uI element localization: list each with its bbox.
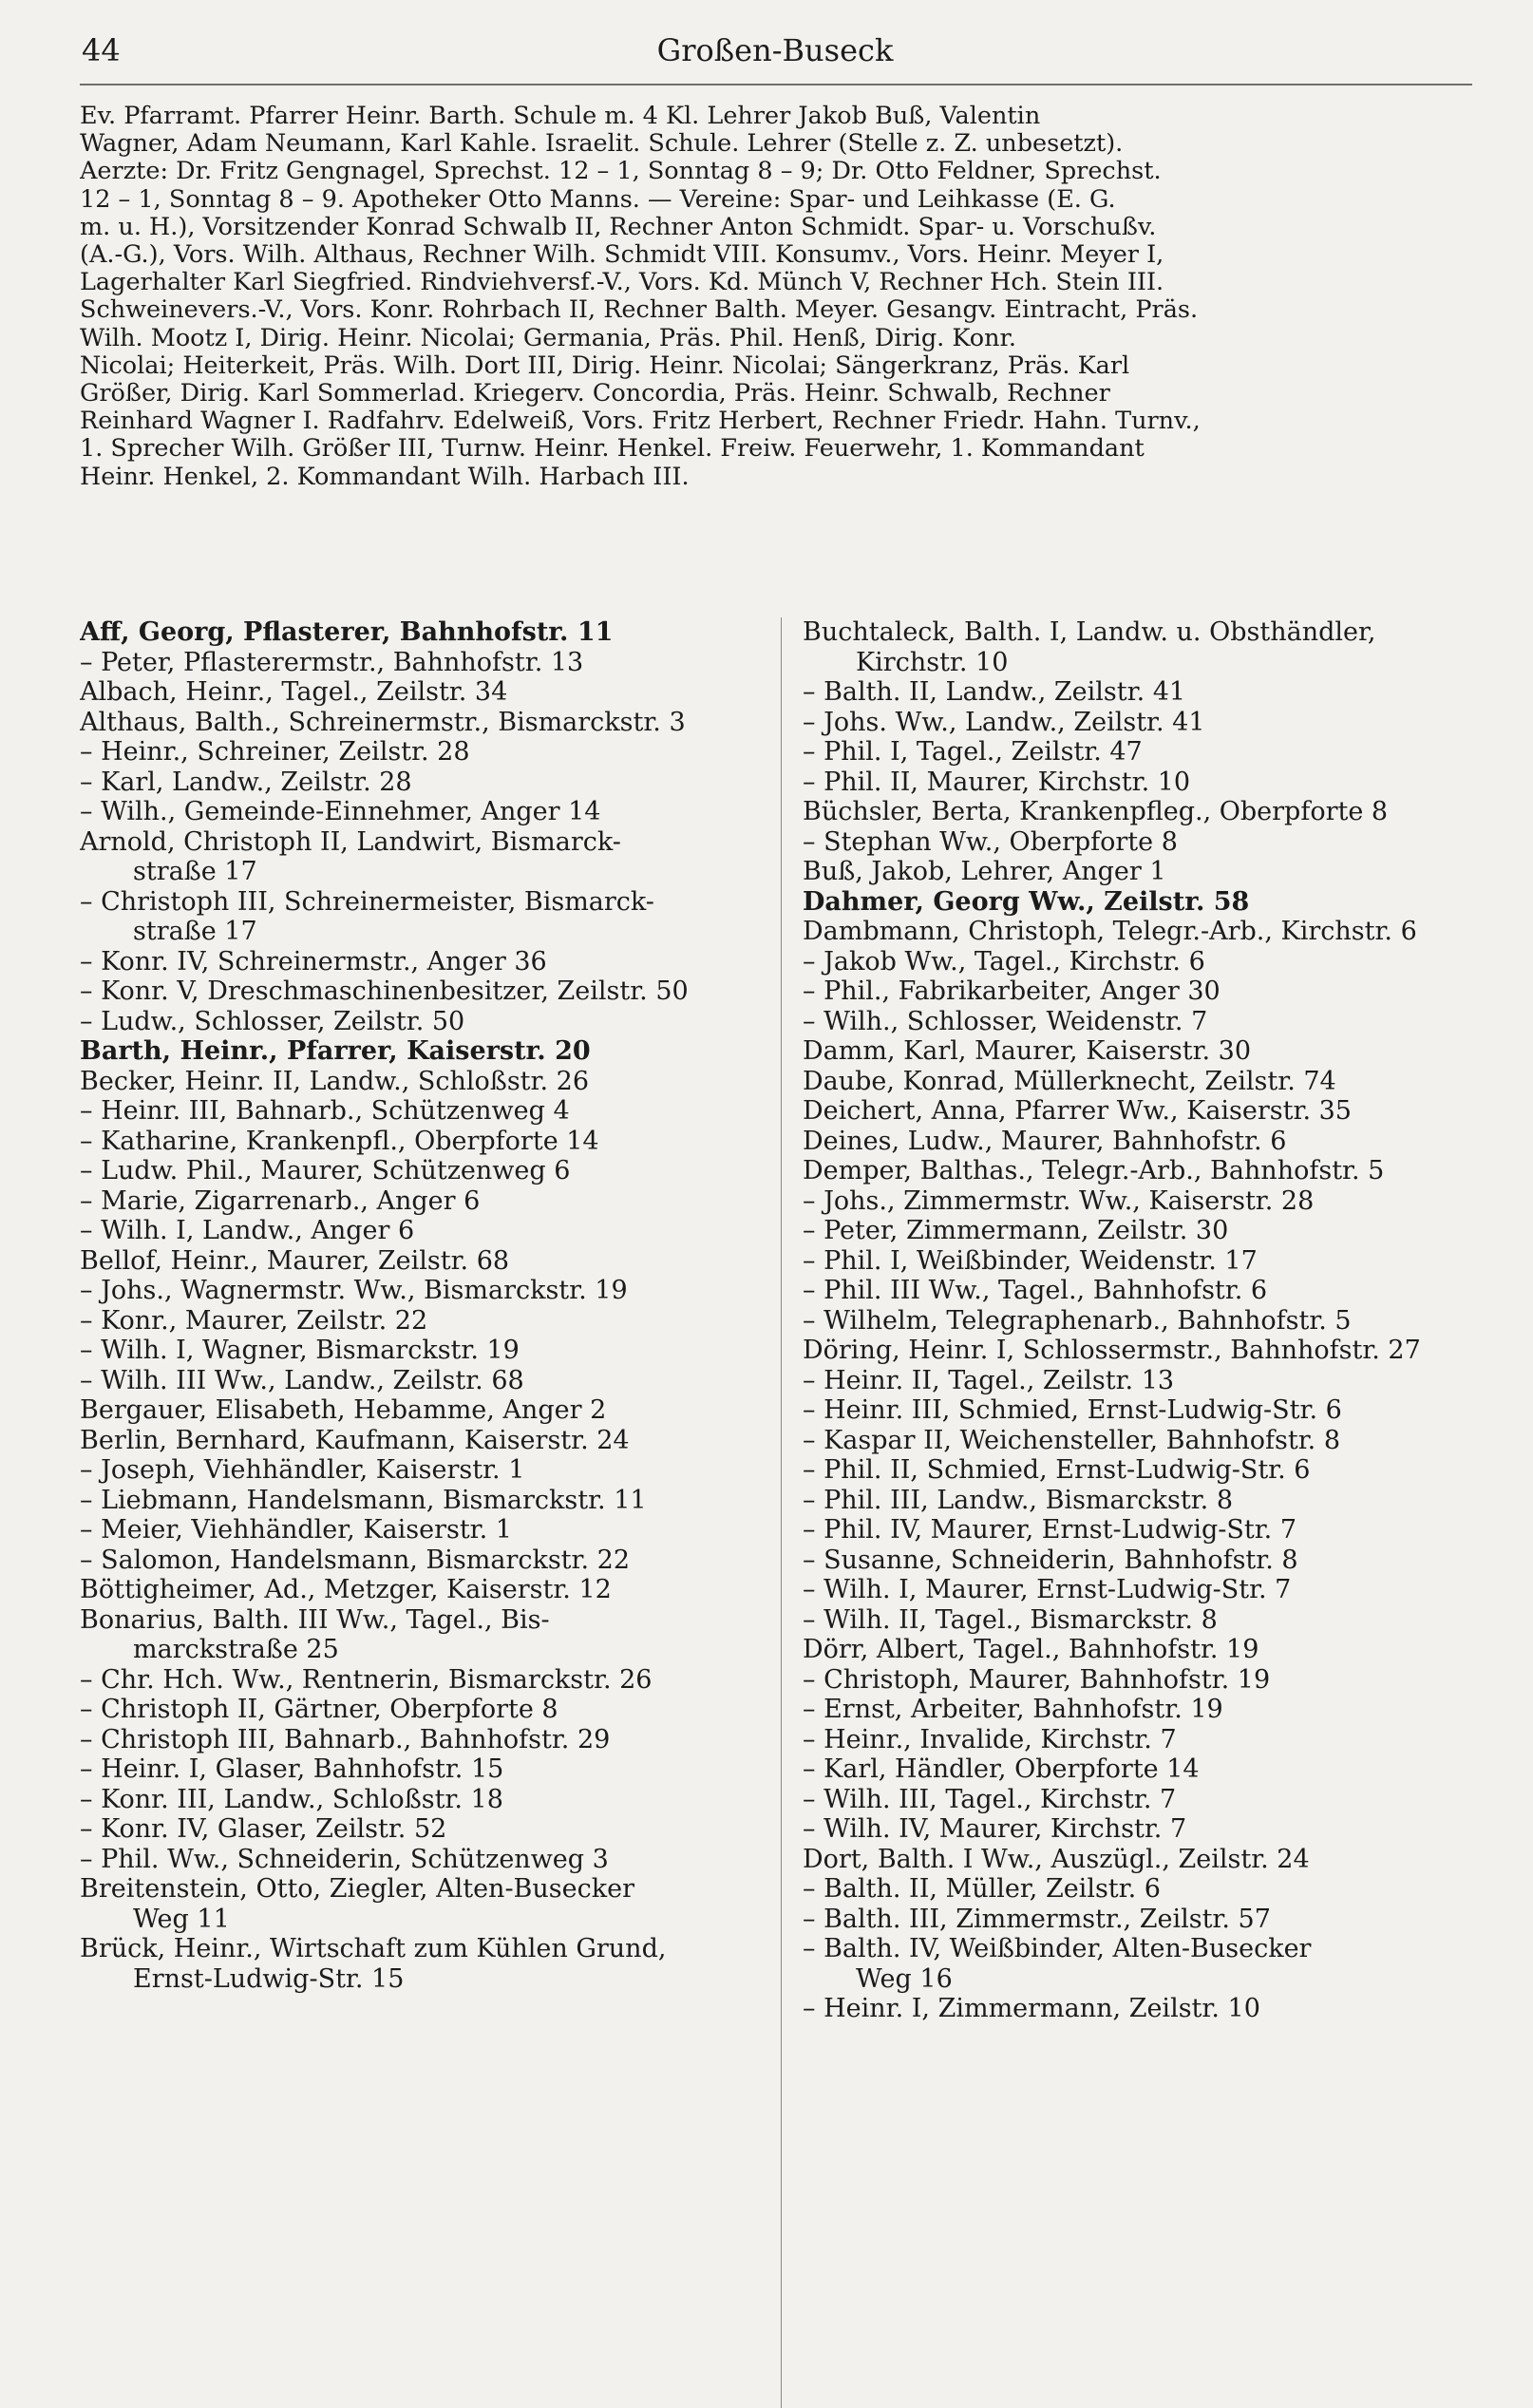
- right-column: [803, 617, 1477, 2024]
- directory-entry: – Konr., Maurer, Zeilstr. 22: [80, 1305, 428, 1336]
- directory-entry: – Wilh. III Ww., Landw., Zeilstr. 68: [80, 1365, 524, 1395]
- directory-entry: – Balth. IV, Weißbinder, Alten-Busecker: [803, 1934, 1312, 1963]
- intro-line: Schweinevers.-V., Vors. Konr. Rohrbach II, Rechner Balth. Meyer. Gesangv. Eintracht, Präs.: [80, 296, 1199, 325]
- directory-entry: – Salomon, Handelsmann, Bismarckstr. 22: [80, 1545, 630, 1575]
- intro-line: Aerzte: Dr. Fritz Gengnagel, Sprechst. 12 – 1, Sonntag 8 – 9; Dr. Otto Feldner, Sprechst.: [80, 158, 1162, 186]
- directory-entry: – Meier, Viehhändler, Kaiserstr. 1: [80, 1515, 512, 1545]
- directory-entry: – Wilh. IV, Maurer, Kirchstr. 7: [803, 1814, 1187, 1844]
- directory-entry: Barth, Heinr., Pfarrer, Kaiserstr. 20: [80, 1036, 591, 1066]
- directory-entry: – Heinr., Invalide, Kirchstr. 7: [803, 1724, 1177, 1754]
- directory-entry: – Konr. III, Landw., Schloßstr. 18: [80, 1784, 503, 1814]
- intro-line: m. u. H.), Vorsitzender Konrad Schwalb II, Rechner Anton Schmidt. Spar- u. Vorschußv.: [80, 213, 1157, 241]
- directory-entry: – Konr. IV, Schreinermstr., Anger 36: [80, 946, 547, 976]
- directory-entry: – Ludw., Schlosser, Zeilstr. 50: [80, 1006, 465, 1036]
- directory-entry: – Katharine, Krankenpfl., Oberpforte 14: [80, 1126, 599, 1156]
- directory-entry: Dort, Balth. I Ww., Auszügl., Zeilstr. 24: [803, 1844, 1310, 1874]
- directory-entry: – Jakob Ww., Tagel., Kirchstr. 6: [803, 946, 1205, 976]
- directory-entry: – Wilh., Schlosser, Weidenstr. 7: [803, 1006, 1208, 1036]
- entry-continuation: straße 17: [133, 917, 257, 946]
- directory-entry: Althaus, Balth., Schreinermstr., Bismarckstr. 3: [80, 707, 686, 737]
- directory-entry: Arnold, Christoph II, Landwirt, Bismarck-: [80, 826, 621, 857]
- directory-entry: – Heinr., Schreiner, Zeilstr. 28: [80, 737, 470, 767]
- directory-entry: – Balth. III, Zimmermstr., Zeilstr. 57: [803, 1904, 1271, 1934]
- directory-entry: – Konr. V, Dreschmaschinenbesitzer, Zeilstr. 50: [80, 976, 689, 1006]
- directory-entry: Bellof, Heinr., Maurer, Zeilstr. 68: [80, 1245, 510, 1276]
- directory-entry: Bergauer, Elisabeth, Hebamme, Anger 2: [80, 1395, 607, 1425]
- intro-line: Reinhard Wagner I. Radfahrv. Edelweiß, Vors. Fritz Herbert, Rechner Friedr. Hahn. Turnv.,: [80, 408, 1201, 436]
- directory-entry: Damm, Karl, Maurer, Kaiserstr. 30: [803, 1036, 1252, 1066]
- directory-entry: Büchsler, Berta, Krankenpfleg., Oberpforte 8: [803, 797, 1389, 826]
- entry-continuation: straße 17: [133, 857, 257, 886]
- directory-entry: – Stephan Ww., Oberpforte 8: [803, 826, 1178, 857]
- entry-continuation: marckstraße 25: [133, 1635, 339, 1664]
- directory-entry: – Wilh. III, Tagel., Kirchstr. 7: [803, 1784, 1177, 1814]
- directory-entry: – Phil. III, Landw., Bismarckstr. 8: [803, 1485, 1234, 1515]
- directory-entry: – Christoph, Maurer, Bahnhofstr. 19: [803, 1664, 1271, 1695]
- directory-entry: – Kaspar II, Weichensteller, Bahnhofstr. 8: [803, 1425, 1340, 1455]
- directory-entry: Dahmer, Georg Ww., Zeilstr. 58: [803, 886, 1250, 917]
- entry-continuation: Ernst-Ludwig-Str. 15: [133, 1963, 405, 1994]
- directory-entry: – Chr. Hch. Ww., Rentnerin, Bismarckstr. 26: [80, 1664, 653, 1695]
- intro-line: Nicolai; Heiterkeit, Präs. Wilh. Dort III, Dirig. Heinr. Nicolai; Sängerkranz, Präs. Karl: [80, 351, 1130, 380]
- directory-entry: Buß, Jakob, Lehrer, Anger 1: [803, 857, 1166, 886]
- directory-entry: – Johs., Zimmermstr. Ww., Kaiserstr. 28: [803, 1185, 1315, 1216]
- header-rule: [80, 84, 1472, 85]
- entry-continuation: Kirchstr. 10: [856, 647, 1009, 677]
- entry-continuation: Weg 11: [133, 1904, 230, 1934]
- directory-entry: – Heinr. II, Tagel., Zeilstr. 13: [803, 1365, 1175, 1395]
- directory-entry: – Liebmann, Handelsmann, Bismarckstr. 11: [80, 1485, 647, 1515]
- directory-entry: – Karl, Landw., Zeilstr. 28: [80, 767, 412, 797]
- directory-entry: – Phil. Ww., Schneiderin, Schützenweg 3: [80, 1844, 609, 1874]
- directory-entry: – Phil. IV, Maurer, Ernst-Ludwig-Str. 7: [803, 1515, 1297, 1545]
- directory-entry: Demper, Balthas., Telegr.-Arb., Bahnhofstr. 5: [803, 1156, 1385, 1185]
- directory-entry: – Konr. IV, Glaser, Zeilstr. 52: [80, 1814, 447, 1844]
- directory-entry: – Johs., Wagnermstr. Ww., Bismarckstr. 19: [80, 1276, 628, 1305]
- directory-entry: – Marie, Zigarrenarb., Anger 6: [80, 1185, 481, 1216]
- directory-entry: – Heinr. I, Zimmermann, Zeilstr. 10: [803, 1994, 1260, 2023]
- intro-line: Lagerhalter Karl Siegfried. Rindviehversf.-V., Vors. Kd. Münch V, Rechner Hch. Stein III.: [80, 269, 1164, 297]
- directory-entry: – Wilh. I, Wagner, Bismarckstr. 19: [80, 1336, 520, 1365]
- directory-entry: – Christoph III, Schreinermeister, Bismarck-: [80, 886, 654, 917]
- directory-entry: – Balth. II, Müller, Zeilstr. 6: [803, 1874, 1161, 1904]
- page-header: [82, 32, 1468, 80]
- directory-entry: – Wilh. I, Maurer, Ernst-Ludwig-Str. 7: [803, 1575, 1292, 1604]
- column-divider: [781, 617, 782, 2408]
- intro-line: Heinr. Henkel, 2. Kommandant Wilh. Harbach III.: [80, 463, 690, 491]
- directory-entry: – Ludw. Phil., Maurer, Schützenweg 6: [80, 1156, 571, 1185]
- directory-entry: – Phil. II, Schmied, Ernst-Ludwig-Str. 6: [803, 1455, 1311, 1485]
- intro-line: Wilh. Mootz I, Dirig. Heinr. Nicolai; Germania, Präs. Phil. Henß, Dirig. Konr.: [80, 324, 1016, 352]
- directory-entry: – Balth. II, Landw., Zeilstr. 41: [803, 677, 1186, 707]
- directory-entry: – Ernst, Arbeiter, Bahnhofstr. 19: [803, 1695, 1223, 1724]
- page-number: 44: [82, 32, 121, 68]
- intro-paragraph: [80, 103, 1474, 491]
- directory-entry: – Phil. I, Weißbinder, Weidenstr. 17: [803, 1245, 1258, 1276]
- directory-entry: – Heinr. I, Glaser, Bahnhofstr. 15: [80, 1754, 504, 1784]
- directory-entry: – Heinr. III, Schmied, Ernst-Ludwig-Str. 6: [803, 1395, 1342, 1425]
- directory-entry: Bonarius, Balth. III Ww., Tagel., Bis-: [80, 1604, 550, 1635]
- directory-entry: – Phil. II, Maurer, Kirchstr. 10: [803, 767, 1191, 797]
- directory-entry: Dörr, Albert, Tagel., Bahnhofstr. 19: [803, 1635, 1259, 1664]
- directory-entry: – Wilhelm, Telegraphenarb., Bahnhofstr. 5: [803, 1305, 1352, 1336]
- directory-entry: Döring, Heinr. I, Schlossermstr., Bahnhofstr. 27: [803, 1336, 1421, 1365]
- directory-entry: Becker, Heinr. II, Landw., Schloßstr. 26: [80, 1066, 589, 1096]
- intro-line: Ev. Pfarramt. Pfarrer Heinr. Barth. Schule m. 4 Kl. Lehrer Jakob Buß, Valentin: [80, 103, 1041, 130]
- directory-entry: Brück, Heinr., Wirtschaft zum Kühlen Grund,: [80, 1934, 667, 1963]
- intro-line: Wagner, Adam Neumann, Karl Kahle. Israelit. Schule. Lehrer (Stelle z. Z. unbesetzt).: [80, 130, 1124, 159]
- directory-entry: – Phil., Fabrikarbeiter, Anger 30: [803, 976, 1221, 1006]
- directory-entry: Deines, Ludw., Maurer, Bahnhofstr. 6: [803, 1126, 1287, 1156]
- intro-line: (A.-G.), Vors. Wilh. Althaus, Rechner Wilh. Schmidt VIII. Konsumv., Vors. Heinr. Meyer I,: [80, 241, 1164, 270]
- directory-entry: Buchtaleck, Balth. I, Landw. u. Obsthändler,: [803, 617, 1376, 647]
- directory-entry: – Heinr. III, Bahnarb., Schützenweg 4: [80, 1096, 570, 1126]
- directory-entry: Dambmann, Christoph, Telegr.-Arb., Kirchstr. 6: [803, 917, 1417, 946]
- directory-entry: – Wilh. II, Tagel., Bismarckstr. 8: [803, 1604, 1218, 1635]
- directory-entry: Daube, Konrad, Müllerknecht, Zeilstr. 74: [803, 1066, 1336, 1096]
- directory-entry: – Phil. III Ww., Tagel., Bahnhofstr. 6: [803, 1276, 1268, 1305]
- directory-entry: – Phil. I, Tagel., Zeilstr. 47: [803, 737, 1143, 767]
- directory-entry: Aff, Georg, Pflasterer, Bahnhofstr. 11: [80, 617, 614, 647]
- directory-entry: Deichert, Anna, Pfarrer Ww., Kaiserstr. 35: [803, 1096, 1352, 1126]
- directory-entry: Böttigheimer, Ad., Metzger, Kaiserstr. 12: [80, 1575, 612, 1604]
- directory-entry: Albach, Heinr., Tagel., Zeilstr. 34: [80, 677, 508, 707]
- directory-entry: Berlin, Bernhard, Kaufmann, Kaiserstr. 24: [80, 1425, 630, 1455]
- directory-entry: – Susanne, Schneiderin, Bahnhofstr. 8: [803, 1545, 1298, 1575]
- directory-entry: – Christoph III, Bahnarb., Bahnhofstr. 29: [80, 1724, 611, 1754]
- directory-entry: Breitenstein, Otto, Ziegler, Alten-Busecker: [80, 1874, 634, 1904]
- entry-continuation: Weg 16: [856, 1963, 953, 1994]
- directory-entry: – Peter, Pflasterermstr., Bahnhofstr. 13: [80, 647, 584, 677]
- directory-entry: – Johs. Ww., Landw., Zeilstr. 41: [803, 707, 1205, 737]
- intro-line: Größer, Dirig. Karl Sommerlad. Kriegerv. Concordia, Präs. Heinr. Schwalb, Rechner: [80, 380, 1110, 408]
- intro-line: 12 – 1, Sonntag 8 – 9. Apotheker Otto Manns. — Vereine: Spar- und Leihkasse (E. G.: [80, 185, 1116, 214]
- directory-entry: – Joseph, Viehhändler, Kaiserstr. 1: [80, 1455, 525, 1485]
- directory-entry: – Wilh. I, Landw., Anger 6: [80, 1216, 415, 1245]
- running-title: Großen-Buseck: [656, 32, 894, 68]
- left-column: [80, 617, 760, 1994]
- intro-line: 1. Sprecher Wilh. Größer III, Turnw. Heinr. Henkel. Freiw. Feuerwehr, 1. Kommandant: [80, 435, 1145, 464]
- directory-entry: – Christoph II, Gärtner, Oberpforte 8: [80, 1695, 558, 1724]
- directory-entry: – Wilh., Gemeinde-Einnehmer, Anger 14: [80, 797, 601, 826]
- directory-entry: – Karl, Händler, Oberpforte 14: [803, 1754, 1200, 1784]
- directory-entry: – Peter, Zimmermann, Zeilstr. 30: [803, 1216, 1229, 1245]
